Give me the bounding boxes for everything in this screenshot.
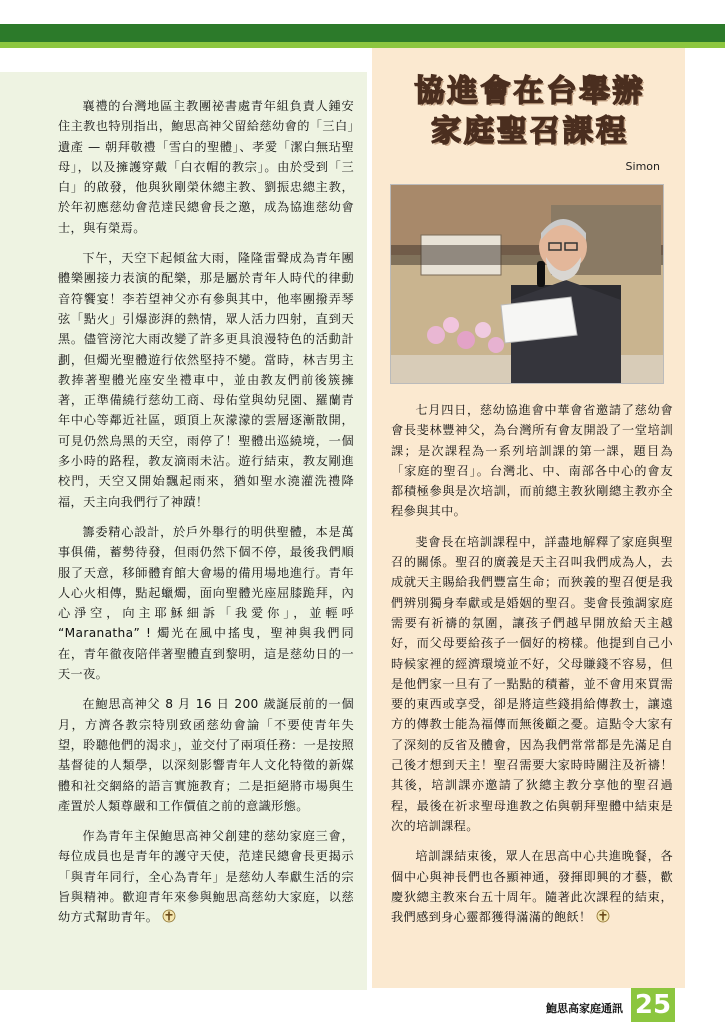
right-column-text [391, 400, 673, 937]
speaker-photo [390, 184, 664, 384]
article-title-line-1: 協進會在台舉辦 [414, 74, 646, 109]
article-title-line-2: 家庭聖召課程 [431, 114, 629, 149]
header-bar-dark [0, 24, 725, 42]
left-paragraph-2: 下午，天空下起傾盆大雨，隆隆雷聲成為青年團體樂團接力表演的配樂，那是屬於青年人時代的律動音符饗宴！李若望神父亦有參與其中，他率團撥弄琴弦「點火」引爆澎湃的熱情，眾人活力四射，直到天黑。儘管滂沱大雨改變了許多更具浪漫特色的活動計劃，但燭光聖體遊行依然堅持不變。當時，林吉男主教捧著聖體光座安坐禮車中，並由教友們前後簇擁著，正準備繞行慈幼工商、母佑堂與幼兒園、羅蘭青年中心等鄰近社區，頭頂上灰濛濛的雲層逐漸散開，可見仍然烏黑的天空，雨停了！聖體出巡繞境，一個多小時的路程，教友滴雨未沾。遊行結束，教友剛進校門，天空又開始飄起雨來，猶如聖水澆灌洗禮降福，天主向我們行了神蹟！ [58, 251, 354, 509]
right-paragraph-3-text: 培訓課結束後，眾人在思高中心共進晚餐，各個中心與神長們也各顯神通，發揮即興的才藝，歡慶狄總主教來台五十周年。隨著此次課程的結束，我們感到身心靈都獲得滿滿的飽飫！ [391, 849, 673, 925]
right-paragraph-2: 斐會長在培訓課程中，詳盡地解釋了家庭與聖召的關係。聖召的廣義是天主召叫我們成為人，去成就天主賜給我們豐富生命；而狹義的聖召便是我們辨別獨身奉獻或是婚姻的聖召。斐會長強調家庭需要有祈禱的氛圍，讓孩子們越早開放給天主越好，而父母要給孩子一個好的榜樣。他提到自己小時候家裡的經濟環境並不好，父母賺錢不容易，但是他們家一旦有了一點點的積蓄，並不會用來買需要的東西或享受，卻是將這些錢捐給傳教士，讓遠方的傳教士能為福傳而無後顧之憂。這點令大家有了深刻的反省及體會，因為我們常常都是先滿足自己後才想到天主！聖召需要大家時時關注及祈禱！其後，培訓課亦邀請了狄總主教分享他的聖召過程，最後在祈求聖母進教之佑與朝拜聖體中結束是次的培訓課程。 [391, 534, 673, 833]
left-column-text [58, 96, 354, 938]
speaker-photo-illustration [391, 185, 664, 384]
right-paragraph-3 [391, 846, 673, 927]
salesian-cross-icon [162, 909, 176, 923]
article-title [385, 72, 675, 152]
left-paragraph-1: 襄禮的台灣地區主教團祕書處青年組負責人鍾安住主教也特別指出，鮑思高神父留給慈幼會的「三白」遺產 — 朝拜敬禮「雪白的聖體」、孝愛「潔白無玷聖母」，以及擁護穿戴「白衣帽的教宗」。由於受到「三白」的啟發，他與狄剛榮休總主教、劉振忠總主教，於年初應慈幼會范達民總會長之邀，成為協進慈幼會士，與有榮焉。 [58, 99, 354, 235]
publication-name: 鮑思高家庭通訊 [546, 1002, 623, 1015]
right-paragraph-1: 七月四日，慈幼協進會中華會省邀請了慈幼會會長斐林豐神父，為台灣所有會友開設了一堂培訓課；是次課程為一系列培訓課的第一課，題目為「家庭的聖召」。台灣北、中、南部各中心的會友都積極參與是次培訓，而前總主教狄剛總主教亦全程參與其中。 [391, 403, 673, 519]
article-author: Simon [625, 160, 660, 173]
salesian-cross-icon [596, 909, 610, 923]
left-paragraph-5 [58, 826, 354, 927]
left-paragraph-5-text: 作為青年主保鮑思高神父創建的慈幼家庭三會，每位成員也是青年的護守天使，范達民總會長更揭示「與青年同行，全心為青年」是慈幼人奉獻生活的宗旨與精神。歡迎青年來參與鮑思高慈幼大家庭，以慈幼方式幫助青年。 [58, 829, 354, 925]
left-paragraph-3: 籌委精心設計，於戶外舉行的明供聖體，本是萬事俱備，蓄勢待發，但雨仍然下個不停，最後我們順服了天意，移師體育館大會場的備用場地進行。青年人心火相傳，點起蠟燭，面向聖體光座屈膝跪拜，內心淨空，向主耶穌細訴「我愛你」，並輕呼 “Maranatha” ! 燭光在風中搖曳，聖神與我們同在，青年徹夜陪伴著聖體直到黎明，這是慈幼日的一天一夜。 [58, 524, 354, 682]
left-paragraph-4: 在鮑思高神父 8 月 16 日 200 歲誕辰前的一個月，方濟各教宗特別致函慈幼會論「不要使青年失望，聆聽他們的渴求」，並交付了兩項任務：一是按照基督徒的人類學，以深刻影響青年人文化特徵的新媒體和社交網絡的語言實施教育；二是拒絕將市場與生產置於人類尊嚴和工作價值之前的意識形態。 [58, 697, 354, 813]
page-number: 25 [631, 988, 675, 1022]
